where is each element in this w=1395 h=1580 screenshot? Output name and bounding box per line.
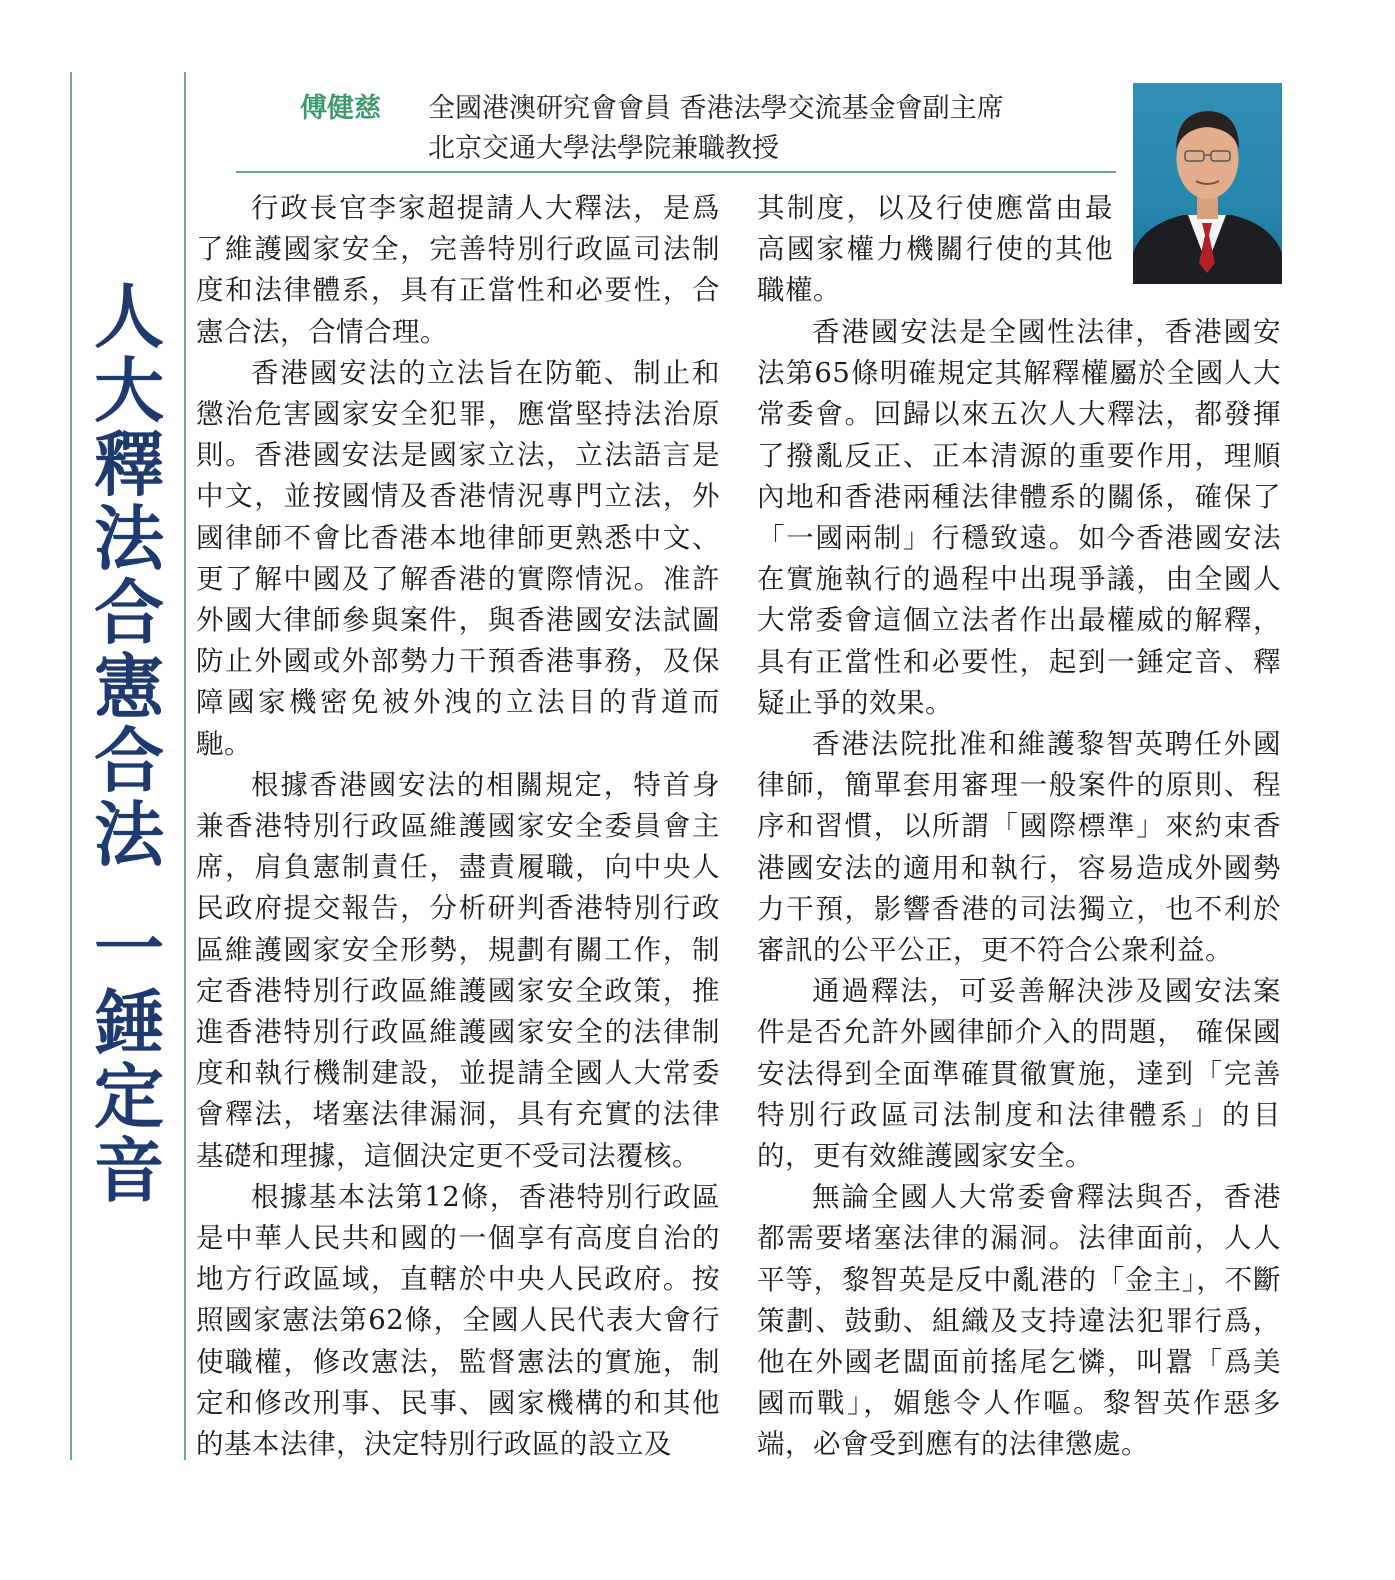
headline-char: 法 — [94, 498, 164, 580]
paragraph: 無論全國人大常委會釋法與否，香港都需要堵塞法律的漏洞。法律面前，人人平等，黎智英是反中亂港的「金主」，不斷策劃、鼓動、組織及支持違法犯罪行爲，他在外國老闆面前搖尾乞憐，叫囂「爲美國而戰」，媚態令人作嘔。黎智英作惡多端，必會受到應有的法律懲處。 — [757, 1181, 1281, 1461]
paragraph-continuation: 其制度，以及行使應當由最高國家權力機關行使的其他職權。 — [757, 192, 1113, 307]
headline-char: 法 — [94, 794, 164, 876]
author-role-line2: 北京交通大學法學院兼職教授 — [428, 133, 779, 164]
headline-char: 一 — [94, 908, 164, 990]
portrait-icon — [1133, 83, 1282, 284]
left-border-rule — [70, 72, 72, 1460]
author-portrait — [1133, 83, 1282, 284]
headline-char: 定 — [94, 1056, 164, 1138]
headline — [86, 276, 172, 1212]
paragraph: 根據香港國安法的相關規定，特首身兼香港特別行政區維護國家安全委員會主席，肩負憲制責任，盡責履職，向中央人民政府提交報告，分析研判香港特別行政區維護國家安全形勢，規劃有關工作，制定香港特別行政區維護國家安全政策，推進香港特別行政區維護國家安全的法律制度和執行機制建設，並提請全國人大常委會釋法，堵塞法律漏洞，具有充實的法律基礎和理據，這個決定更不受司法覆核。 — [196, 768, 720, 1172]
headline-char: 音 — [94, 1130, 164, 1212]
headline-char: 合 — [94, 720, 164, 802]
article-column-right-top — [757, 188, 1113, 312]
paragraph: 行政長官李家超提請人大釋法，是爲了維護國家安全，完善特別行政區司法制度和法律體系，具有正當性和必要性，合憲合法，合情合理。 — [196, 192, 720, 348]
paragraph: 根據基本法第12條，香港特別行政區是中華人民共和國的一個享有高度自治的地方行政區域，直轄於中央人民政府。按照國家憲法第62條，全國人民代表大會行使職權，修改憲法，監督憲法的實施，制定和修改刑事、民事、國家機構的和其他的基本法律，決定特別行政區的設立及 — [196, 1180, 720, 1461]
headline-char: 憲 — [94, 646, 164, 728]
paragraph: 通過釋法，可妥善解決涉及國安法案件是否允許外國律師介入的問題， 確保國安法得到全面準確貫徹實施，達到「完善特別行政區司法制度和法律體系」的目的，更有效維護國家安全。 — [757, 975, 1281, 1173]
paragraph: 香港法院批准和維護黎智英聘任外國律師，簡單套用審理一般案件的原則、程序和習慣，以所謂「國際標準」來約束香港國安法的適用和執行，容易造成外國勢力干預，影響香港的司法獨立，也不利於審訊的公平公正，更不符合公衆利益。 — [757, 728, 1281, 967]
author-role-line1: 全國港澳研究會會員 香港法學交流基金會副主席 — [428, 93, 1004, 124]
author-name: 傅健慈 — [300, 93, 381, 124]
headline-char: 釋 — [94, 424, 164, 506]
headline-char: 合 — [94, 572, 164, 654]
byline-rule — [236, 171, 1116, 173]
headline-char: 錘 — [94, 982, 164, 1064]
paragraph: 香港國安法的立法旨在防範、制止和懲治危害國家安全犯罪，應當堅持法治原則。香港國安法是國家立法，立法語言是中文，並按國情及香港情況專門立法，外國律師不會比香港本地律師更熟悉中文、更了解中國及了解香港的實際情況。准許外國大律師參與案件，與香港國安法試圖防止外國或外部勢力干預香港事務，及保障國家機密免被外洩的立法目的背道而馳。 — [196, 356, 720, 760]
paragraph: 香港國安法是全國性法律，香港國安法第65條明確規定其解釋權屬於全國人大常委會。回歸以來五次人大釋法，都發揮了撥亂反正、正本清源的重要作用，理順內地和香港兩種法律體系的關係，確保了「一國兩制」行穩致遠。如今香港國安法在實施執行的過程中出現爭議，由全國人大常委會這個立法者作出最權威的解釋，具有正當性和必要性，起到一錘定音、釋疑止爭的效果。 — [757, 316, 1281, 719]
article-column-right — [757, 312, 1281, 1472]
headline-char: 大 — [94, 350, 164, 432]
headline-char: 人 — [94, 276, 164, 358]
article-column-left — [196, 188, 720, 1468]
headline-divider-rule — [184, 72, 186, 1460]
